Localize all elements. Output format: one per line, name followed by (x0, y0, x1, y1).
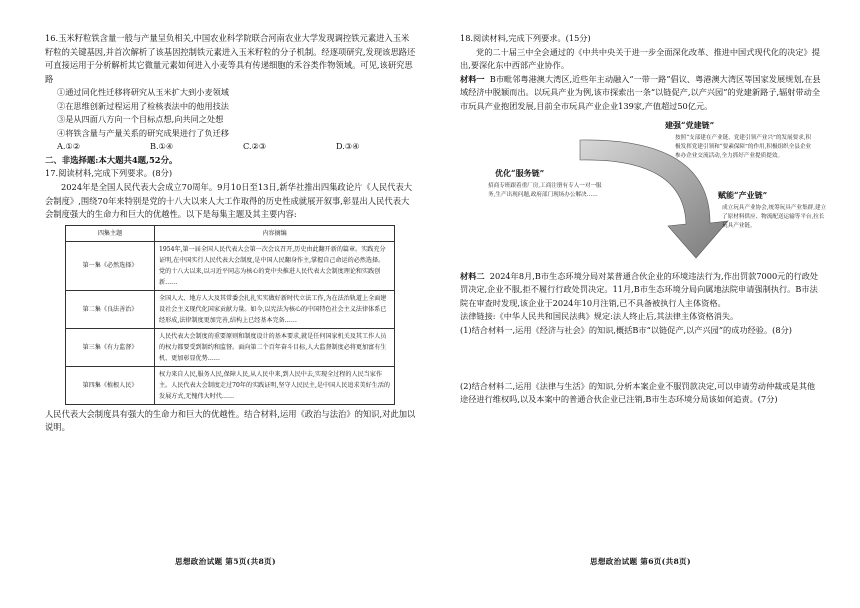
party-chain-title: 建强“党建链” (665, 119, 715, 130)
table-row (66, 328, 395, 366)
row-content: 人民代表大会制度的重要原则和制度设计的基本要求,就是任何国家机关及其工作人员的权力都要受到制约和监督。面向第二个百年奋斗目标,人大监督制度必将更加富有生机、更加彰显优势…… (155, 328, 395, 366)
choice-d: D.③④ (336, 141, 360, 151)
q16-option-2: ②在思维创新过程运用了检核表法中的他用技法 (57, 100, 229, 111)
row-content: 1954年,第一届全国人民代表大会第一次会议召开,历史由此翻开新的篇章。实践充分证明,在中国实行人民代表大会制度,是中国人民翻身作主,掌握自己命运的必然选择。党的十八大以来,以习近平同志为核心的党中央推进人民代表大会制度理论和实践创新…… (155, 241, 395, 290)
service-chain-title: 优化“服务链” (495, 167, 545, 178)
q16-option-3: ③是从四面八方向一个目标点想,向共同之处想 (57, 114, 224, 125)
footer-right: 思想政治试题 第6页(共8页) (590, 557, 691, 566)
material-2-label: 材料二 (460, 270, 485, 281)
choice-c: C.②③ (243, 141, 267, 151)
q17-closing: 人民代表大会制度具有强大的生命力和巨大的优越性。结合材料,运用《政治与法治》的知识,对此加以说明。 (45, 408, 416, 433)
table-header-theme: 四集主题 (66, 225, 155, 241)
q18-intro: 党的二十届三中全会通过的《中共中央关于进一步全面深化改革、推进中国式现代化的决定》提出,要深化东中西部产业协作。 (460, 46, 820, 71)
material-2-text: 2024年8月,B市生态环境分局对某普通合伙企业的环境违法行为,作出罚款7000元的行政处罚决定,企业不服,拒不履行行政处罚决定。11月,B市生态环境分局向属地法院申请强制执行。B市法院在审查时发现,该企业于2024年10月注销,已不具备被执行人主体资格。 (460, 270, 819, 308)
material-1 (460, 73, 822, 114)
industry-chain-title: 赋能“产业链” (718, 189, 768, 200)
sub-question-1: (1)结合材料一,运用《经济与社会》的知识,概括B市“以链促产,以产兴园”的成功经验。(8分) (460, 324, 792, 335)
section-heading: 二、非选择题:本大题共4题,52分。 (45, 155, 178, 166)
episode-table (65, 225, 395, 405)
q17-intro: 2024年是全国人民代表大会成立70周年。9月10日至13日,新华社推出四集政论片《人民代表大会制度》,围绕70年来特别是党的十八大以来人大工作取得的历史性成就展开叙事,彰显出人民代表大会制度强大的生命力和巨大的优越性。以下是每集主题及其主要内容: (45, 182, 413, 220)
row-content: 全国人大、地方人大及其常委会扎扎实实做好新时代立法工作,为在法治轨道上全面建设社会主义现代化国家贡献力量。如今,以宪法为核心的中国特色社会主义法律体系已经形成,法律制度更加完善,结构上已经基本完备…… (155, 290, 395, 328)
party-chain-text: 按照“支部建在产业链、党建引领产业兴”的发展要求,积极发挥党建引领和“要素保障”的作用,积极组织全县企业参办企业交流活动,全力抓好产业提质提效。 (675, 134, 812, 159)
q16-option-4: ④将铁含量与产量关系的研究成果进行了负迁移 (57, 127, 229, 138)
industry-chain-text: 成立玩具产业协会,统筹玩具产业集群,建立了原材料供应、物流配送运输等平台,拉长玩具产业链。 (722, 204, 827, 229)
service-chain-text: 招商专班跟着重厂房,工商注册有专人一对一服务,生产出现问题,政府部门现场办公解决…… (488, 182, 602, 198)
row-content: 权力来自人民,服务人民,保障人民,从人民中来,到人民中去,实现全过程的人民当家作主。人民代表大会制度走过70年的实践证明,坚守人民民主,是中国人民追求美好生活的发展方式,无愧伟大时代…… (155, 366, 395, 404)
material-1-label: 材料一 (460, 73, 485, 84)
law-link: 法律链接:《中华人民共和国民法典》规定:法人终止后,其法律主体资格消失。 (460, 311, 739, 322)
table-row (66, 290, 395, 328)
sub-question-2: (2)结合材料二,运用《法律与生活》的知识,分析本案企业不服罚款决定,可以申请劳动仲裁或是其他途径进行维权吗,以及本案中的普通合伙企业已注销,B市生态环境分局该如何追责。(7分) (460, 380, 816, 405)
row-theme: 第二集《良法善治》 (66, 290, 155, 328)
material-2 (460, 270, 822, 311)
row-theme: 第四集《植根人民》 (66, 366, 155, 404)
material-1-text: B市毗邻粤港澳大湾区,近些年主动融入“一带一路”倡议、粤港澳大湾区等国家发展规划,在县域经济中脱颖而出。以玩具产业为例,该市探索出一条“以链促产,以产兴园”的党建新路子,辐射带动全市玩具产业抱团发展,目前全市玩具产业企业139家,产值超过50亿元。 (460, 73, 821, 111)
q17-head: 17.阅读材料,完成下列要求。(8分) (45, 168, 173, 179)
q18-head: 18.阅读材料,完成下列要求。(15分) (460, 33, 591, 43)
table-header-content: 内容摘编 (155, 225, 395, 241)
choice-b: B.①④ (150, 141, 174, 151)
footer-left: 思想政治试题 第5页(共8页) (175, 557, 276, 566)
q16-stem: 16.玉米籽粒铁含量一般与产量呈负相关,中国农业科学院联合河南农业大学发现调控铁元素进入玉米籽粒的关键基因,并首次解析了该基因控制铁元素进入玉米籽粒的分子机制。经逐项研究,发现该思路还可直接运用于分析解析其它微量元素如何进入小麦等具有传递细胞的禾谷类作物领域。可见,该研究思路 (45, 33, 416, 84)
choice-a: A.①② (57, 141, 81, 151)
table-row (66, 241, 395, 290)
q16-choices (45, 140, 429, 153)
table-row (66, 366, 395, 404)
chain-diagram (460, 118, 830, 268)
row-theme: 第三集《有力监督》 (66, 328, 155, 366)
row-theme: 第一集《必然选择》 (66, 241, 155, 290)
q16-option-1: ①通过同化性迁移将研究从玉米扩大到小麦领域 (57, 87, 229, 98)
page-right (430, 0, 860, 608)
